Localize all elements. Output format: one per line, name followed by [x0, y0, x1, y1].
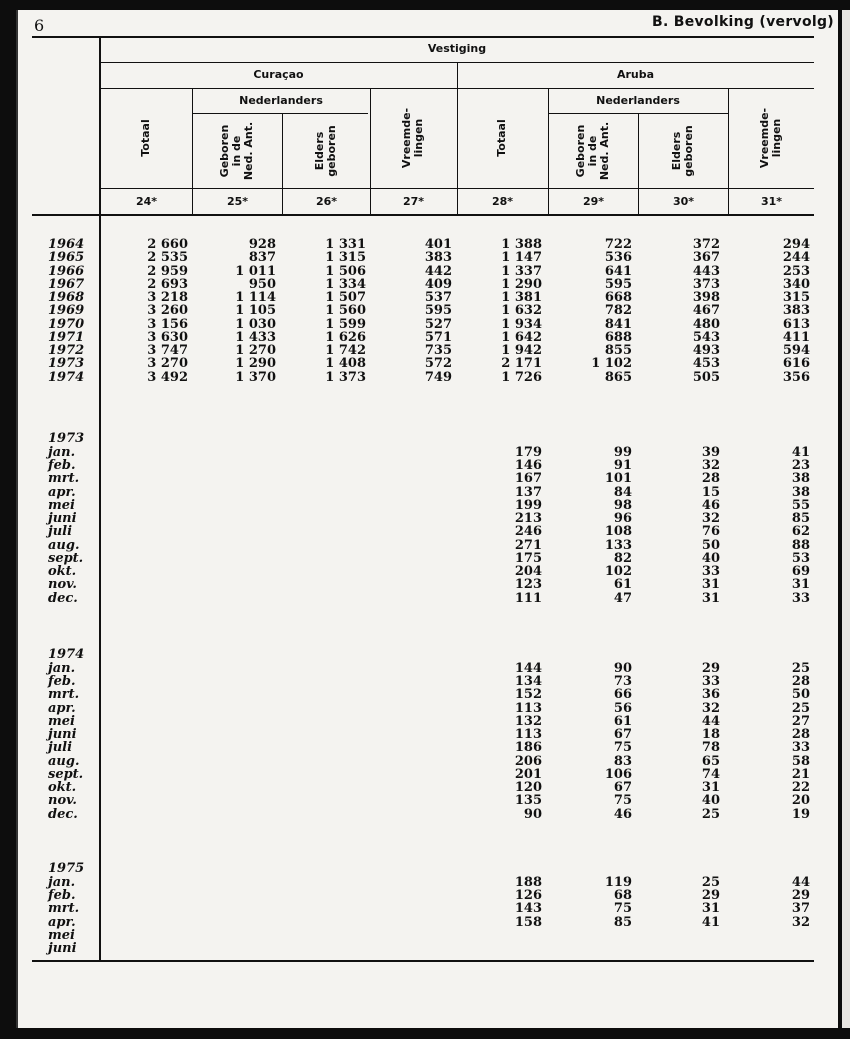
table-cell: 146	[514, 458, 542, 473]
table-cell: 167	[514, 471, 542, 487]
row-label: jan.	[48, 660, 76, 676]
header-curacao: Curaçao	[253, 68, 304, 81]
table-cell: 18	[701, 727, 720, 742]
table-cell: 179	[514, 444, 542, 460]
row-label: apr.	[48, 484, 76, 500]
row-label: 1974	[48, 369, 85, 385]
table-cell: 37	[791, 901, 810, 917]
column-number-3: 26*	[316, 195, 338, 208]
table-cell: 74	[701, 766, 720, 782]
column-header-3: Elders geboren	[313, 124, 338, 177]
table-cell: 25	[701, 874, 720, 890]
table-cell: 32	[701, 458, 720, 473]
table-cell: 33	[791, 740, 810, 756]
table-cell: 36	[701, 687, 720, 703]
table-cell: 244	[782, 250, 810, 266]
table-cell: 398	[692, 290, 720, 305]
table-cell: 143	[514, 901, 542, 917]
table-cell: 119	[604, 874, 632, 890]
table-cell: 39	[701, 444, 720, 460]
table-cell: 782	[604, 303, 632, 319]
table-cell: 90	[613, 660, 632, 676]
table-cell: 3 260	[147, 303, 188, 319]
table-cell: 204	[514, 564, 542, 579]
table-cell: 383	[782, 303, 810, 319]
table-cell: 88	[791, 537, 810, 553]
row-label: 1968	[48, 290, 85, 305]
nederlanders-c-rule	[192, 113, 368, 114]
table-cell: 383	[424, 250, 452, 266]
table-cell: 126	[514, 888, 542, 903]
table-cell: 68	[613, 888, 632, 903]
column-number-4: 27*	[403, 195, 425, 208]
table-cell: 294	[782, 237, 810, 252]
table-cell: 101	[604, 471, 632, 487]
table-cell: 571	[424, 329, 452, 345]
row-label: juni	[48, 727, 77, 742]
row-label: juni	[48, 511, 77, 526]
table-cell: 134	[514, 674, 542, 689]
table-cell: 865	[604, 369, 632, 385]
table-cell: 58	[791, 753, 810, 769]
table-cell: 1 433	[235, 329, 276, 345]
table-cell: 1 315	[325, 250, 366, 266]
row-label: jan.	[48, 444, 76, 460]
row-label: okt.	[48, 564, 77, 579]
table-cell: 480	[692, 316, 720, 332]
row-label: sept.	[48, 766, 84, 782]
table-cell: 73	[613, 674, 632, 689]
table-cell: 613	[782, 316, 810, 332]
bottom-rule	[32, 960, 814, 962]
table-cell: 38	[791, 484, 810, 500]
table-cell: 442	[424, 263, 452, 279]
table-cell: 78	[701, 740, 720, 756]
table-cell: 2 959	[147, 263, 188, 279]
table-cell: 33	[701, 674, 720, 689]
table-cell: 83	[613, 753, 632, 769]
table-cell: 1 290	[235, 356, 276, 372]
row-label: dec.	[48, 590, 78, 606]
table-cell: 315	[782, 290, 810, 305]
table-cell: 668	[604, 290, 632, 305]
table-cell: 527	[424, 316, 452, 332]
table-cell: 3 156	[147, 316, 188, 332]
header-nederlanders-curacao: Nederlanders	[239, 94, 323, 107]
table-cell: 61	[613, 577, 632, 593]
table-cell: 75	[613, 740, 632, 756]
table-cell: 66	[613, 687, 632, 703]
table-cell: 90	[523, 806, 542, 822]
col-divider-7	[728, 88, 729, 214]
row-label: 1966	[48, 263, 85, 279]
row-label: mrt.	[48, 901, 80, 917]
table-cell: 536	[604, 250, 632, 266]
row-label: aug.	[48, 753, 80, 769]
table-cell: 1 290	[501, 276, 542, 292]
table-cell: 50	[701, 537, 720, 553]
table-cell: 3 218	[147, 290, 188, 305]
row-label: 1971	[48, 329, 85, 345]
table-cell: 409	[424, 276, 452, 292]
table-cell: 113	[514, 700, 542, 716]
row-label: nov.	[48, 577, 77, 593]
table-cell: 144	[514, 660, 542, 676]
table-cell: 1 270	[235, 343, 276, 358]
table-cell: 1 726	[501, 369, 542, 385]
table-cell: 1 114	[235, 290, 276, 305]
table-cell: 135	[514, 793, 542, 809]
row-label: juni	[48, 941, 77, 956]
table-cell: 246	[514, 524, 542, 540]
table-cell: 201	[514, 766, 542, 782]
country-divider	[457, 62, 458, 214]
colnum-rule	[32, 214, 814, 216]
row-label: mei	[48, 927, 75, 943]
table-cell: 928	[248, 237, 276, 252]
table-cell: 175	[514, 550, 542, 566]
column-number-2: 25*	[227, 195, 249, 208]
table-cell: 132	[514, 713, 542, 729]
top-rule	[32, 36, 814, 38]
table-cell: 722	[604, 237, 632, 252]
table-cell: 47	[613, 590, 632, 606]
row-label: 1970	[48, 316, 85, 332]
document-page	[16, 10, 838, 1028]
table-cell: 356	[782, 369, 810, 385]
table-cell: 25	[791, 660, 810, 676]
table-cell: 199	[514, 497, 542, 513]
table-cell: 31	[701, 577, 720, 593]
table-cell: 3 270	[147, 356, 188, 372]
table-cell: 467	[692, 303, 720, 319]
table-cell: 56	[613, 700, 632, 716]
row-label: feb.	[48, 674, 76, 689]
row-label: apr.	[48, 700, 76, 716]
column-number-7: 30*	[673, 195, 695, 208]
table-cell: 31	[701, 901, 720, 917]
stub-rule	[99, 36, 101, 962]
table-cell: 158	[514, 914, 542, 930]
row-label: okt.	[48, 780, 77, 795]
row-label: juli	[48, 740, 73, 756]
table-cell: 2 693	[147, 276, 188, 292]
table-cell: 213	[514, 511, 542, 526]
table-cell: 96	[613, 511, 632, 526]
table-cell: 62	[791, 524, 810, 540]
table-cell: 3 630	[147, 329, 188, 345]
table-cell: 137	[514, 484, 542, 500]
column-number-6: 29*	[583, 195, 605, 208]
row-label: 1964	[48, 237, 85, 252]
row-label: sept.	[48, 550, 84, 566]
page-edge	[842, 10, 850, 1028]
column-number-1: 24*	[136, 195, 158, 208]
table-cell: 688	[604, 329, 632, 345]
column-number-5: 28*	[492, 195, 514, 208]
table-cell: 1 742	[325, 343, 366, 358]
row-label: 1969	[48, 303, 85, 319]
row-label: juli	[48, 524, 73, 540]
row-label: dec.	[48, 806, 78, 822]
table-cell: 1 373	[325, 369, 366, 385]
table-cell: 1 030	[235, 316, 276, 332]
table-cell: 40	[701, 793, 720, 809]
table-cell: 91	[613, 458, 632, 473]
table-cell: 15	[701, 484, 720, 500]
table-cell: 102	[604, 564, 632, 579]
table-cell: 641	[604, 263, 632, 279]
table-cell: 572	[424, 356, 452, 372]
row-label: 1967	[48, 276, 85, 292]
table-cell: 40	[701, 550, 720, 566]
column-number-8: 31*	[761, 195, 783, 208]
table-cell: 1 102	[591, 356, 632, 372]
table-cell: 67	[613, 727, 632, 742]
table-cell: 31	[701, 590, 720, 606]
table-cell: 3 492	[147, 369, 188, 385]
running-head: B. Bevolking (vervolg)	[651, 14, 834, 30]
table-cell: 23	[791, 458, 810, 473]
table-cell: 152	[514, 687, 542, 703]
table-cell: 505	[692, 369, 720, 385]
row-label: 1965	[48, 250, 85, 266]
row-label: aug.	[48, 537, 80, 553]
table-cell: 99	[613, 444, 632, 460]
row-label: 1973	[48, 356, 85, 372]
table-cell: 46	[613, 806, 632, 822]
table-cell: 44	[701, 713, 720, 729]
table-cell: 1 147	[501, 250, 542, 266]
header-aruba: Aruba	[616, 68, 655, 81]
column-header-2: Geboren in de Ned. Ant.	[218, 121, 255, 180]
table-cell: 22	[791, 780, 810, 795]
table-cell: 33	[701, 564, 720, 579]
column-header-4: Vreemde- lingen	[400, 107, 425, 169]
table-cell: 595	[424, 303, 452, 319]
row-label: feb.	[48, 888, 76, 903]
table-cell: 186	[514, 740, 542, 756]
table-cell: 41	[791, 444, 810, 460]
table-cell: 20	[791, 793, 810, 809]
table-cell: 85	[613, 914, 632, 930]
table-cell: 1 388	[501, 237, 542, 252]
table-cell: 1 381	[501, 290, 542, 305]
table-cell: 75	[613, 901, 632, 917]
table-cell: 28	[791, 727, 810, 742]
table-cell: 1 599	[325, 316, 366, 332]
row-label: mrt.	[48, 687, 80, 703]
column-header-6: Geboren in de Ned. Ant.	[574, 121, 611, 180]
table-cell: 1 370	[235, 369, 276, 385]
table-cell: 120	[514, 780, 542, 795]
row-label: 1972	[48, 343, 85, 358]
table-cell: 1 560	[325, 303, 366, 319]
table-cell: 1 934	[501, 316, 542, 332]
table-cell: 3 747	[147, 343, 188, 358]
row-label: nov.	[48, 793, 77, 809]
table-cell: 443	[692, 263, 720, 279]
table-cell: 1 331	[325, 237, 366, 252]
table-cell: 1 507	[325, 290, 366, 305]
table-cell: 749	[424, 369, 452, 385]
table-cell: 595	[604, 276, 632, 292]
table-cell: 271	[514, 537, 542, 553]
table-cell: 367	[692, 250, 720, 266]
group-year-1975: 1975	[48, 861, 85, 876]
col-divider-6	[638, 113, 639, 214]
table-cell: 108	[604, 524, 632, 540]
group-year-1973: 1973	[48, 431, 85, 446]
table-cell: 340	[782, 276, 810, 292]
table-cell: 1 942	[501, 343, 542, 358]
row-label: feb.	[48, 458, 76, 473]
table-cell: 401	[424, 237, 452, 252]
table-cell: 76	[701, 524, 720, 540]
table-cell: 25	[791, 700, 810, 716]
table-cell: 29	[701, 660, 720, 676]
table-cell: 1 408	[325, 356, 366, 372]
table-cell: 61	[613, 713, 632, 729]
header-nederlanders-aruba: Nederlanders	[596, 94, 680, 107]
table-cell: 28	[701, 471, 720, 487]
table-cell: 19	[791, 806, 810, 822]
table-cell: 493	[692, 343, 720, 358]
table-cell: 253	[782, 263, 810, 279]
table-cell: 55	[791, 497, 810, 513]
table-cell: 32	[701, 700, 720, 716]
row-label: jan.	[48, 874, 76, 890]
table-cell: 31	[791, 577, 810, 593]
table-cell: 21	[791, 766, 810, 782]
table-cell: 75	[613, 793, 632, 809]
table-cell: 1 337	[501, 263, 542, 279]
table-cell: 41	[701, 914, 720, 930]
row-label: mei	[48, 497, 75, 513]
column-header-8: Vreemde- lingen	[758, 107, 783, 169]
table-cell: 123	[514, 577, 542, 593]
table-cell: 31	[701, 780, 720, 795]
table-cell: 29	[791, 888, 810, 903]
table-cell: 372	[692, 237, 720, 252]
table-cell: 106	[604, 766, 632, 782]
table-cell: 950	[248, 276, 276, 292]
column-header-7: Elders geboren	[670, 124, 695, 177]
table-cell: 1 626	[325, 329, 366, 345]
table-cell: 1 642	[501, 329, 542, 345]
table-cell: 206	[514, 753, 542, 769]
table-cell: 1 506	[325, 263, 366, 279]
table-cell: 82	[613, 550, 632, 566]
table-cell: 2 535	[147, 250, 188, 266]
table-cell: 2 660	[147, 237, 188, 252]
table-cell: 1 011	[235, 263, 276, 279]
col-divider-2	[282, 113, 283, 214]
table-cell: 616	[782, 356, 810, 372]
table-cell: 50	[791, 687, 810, 703]
table-cell: 453	[692, 356, 720, 372]
table-cell: 27	[791, 713, 810, 729]
col-divider-3	[370, 88, 371, 214]
table-cell: 594	[782, 343, 810, 358]
table-cell: 44	[791, 874, 810, 890]
row-label: apr.	[48, 914, 76, 930]
table-cell: 69	[791, 564, 810, 579]
table-cell: 841	[604, 316, 632, 332]
table-cell: 85	[791, 511, 810, 526]
table-cell: 111	[514, 590, 542, 606]
table-cell: 1 632	[501, 303, 542, 319]
table-cell: 1 334	[325, 276, 366, 292]
table-cell: 188	[514, 874, 542, 890]
page-number: 6	[34, 16, 45, 35]
table-cell: 28	[791, 674, 810, 689]
table-cell: 46	[701, 497, 720, 513]
header-vestiging: Vestiging	[427, 42, 487, 55]
table-cell: 98	[613, 497, 632, 513]
table-cell: 67	[613, 780, 632, 795]
table-cell: 32	[791, 914, 810, 930]
table-cell: 1 105	[235, 303, 276, 319]
table-cell: 25	[701, 806, 720, 822]
group-year-1974: 1974	[48, 647, 85, 662]
column-header-5: Totaal	[495, 119, 508, 157]
table-cell: 133	[604, 537, 632, 553]
table-cell: 32	[701, 511, 720, 526]
table-cell: 373	[692, 276, 720, 292]
table-cell: 855	[604, 343, 632, 358]
table-cell: 29	[701, 888, 720, 903]
table-cell: 411	[782, 329, 810, 345]
table-cell: 735	[424, 343, 452, 358]
table-cell: 53	[791, 550, 810, 566]
table-cell: 84	[613, 484, 632, 500]
row-label: mrt.	[48, 471, 80, 487]
row-label: mei	[48, 713, 75, 729]
table-cell: 543	[692, 329, 720, 345]
table-cell: 537	[424, 290, 452, 305]
table-cell: 38	[791, 471, 810, 487]
table-cell: 837	[248, 250, 276, 266]
table-cell: 33	[791, 590, 810, 606]
table-cell: 2 171	[501, 356, 542, 372]
table-cell: 113	[514, 727, 542, 742]
column-header-1: Totaal	[139, 119, 152, 157]
table-cell: 65	[701, 753, 720, 769]
